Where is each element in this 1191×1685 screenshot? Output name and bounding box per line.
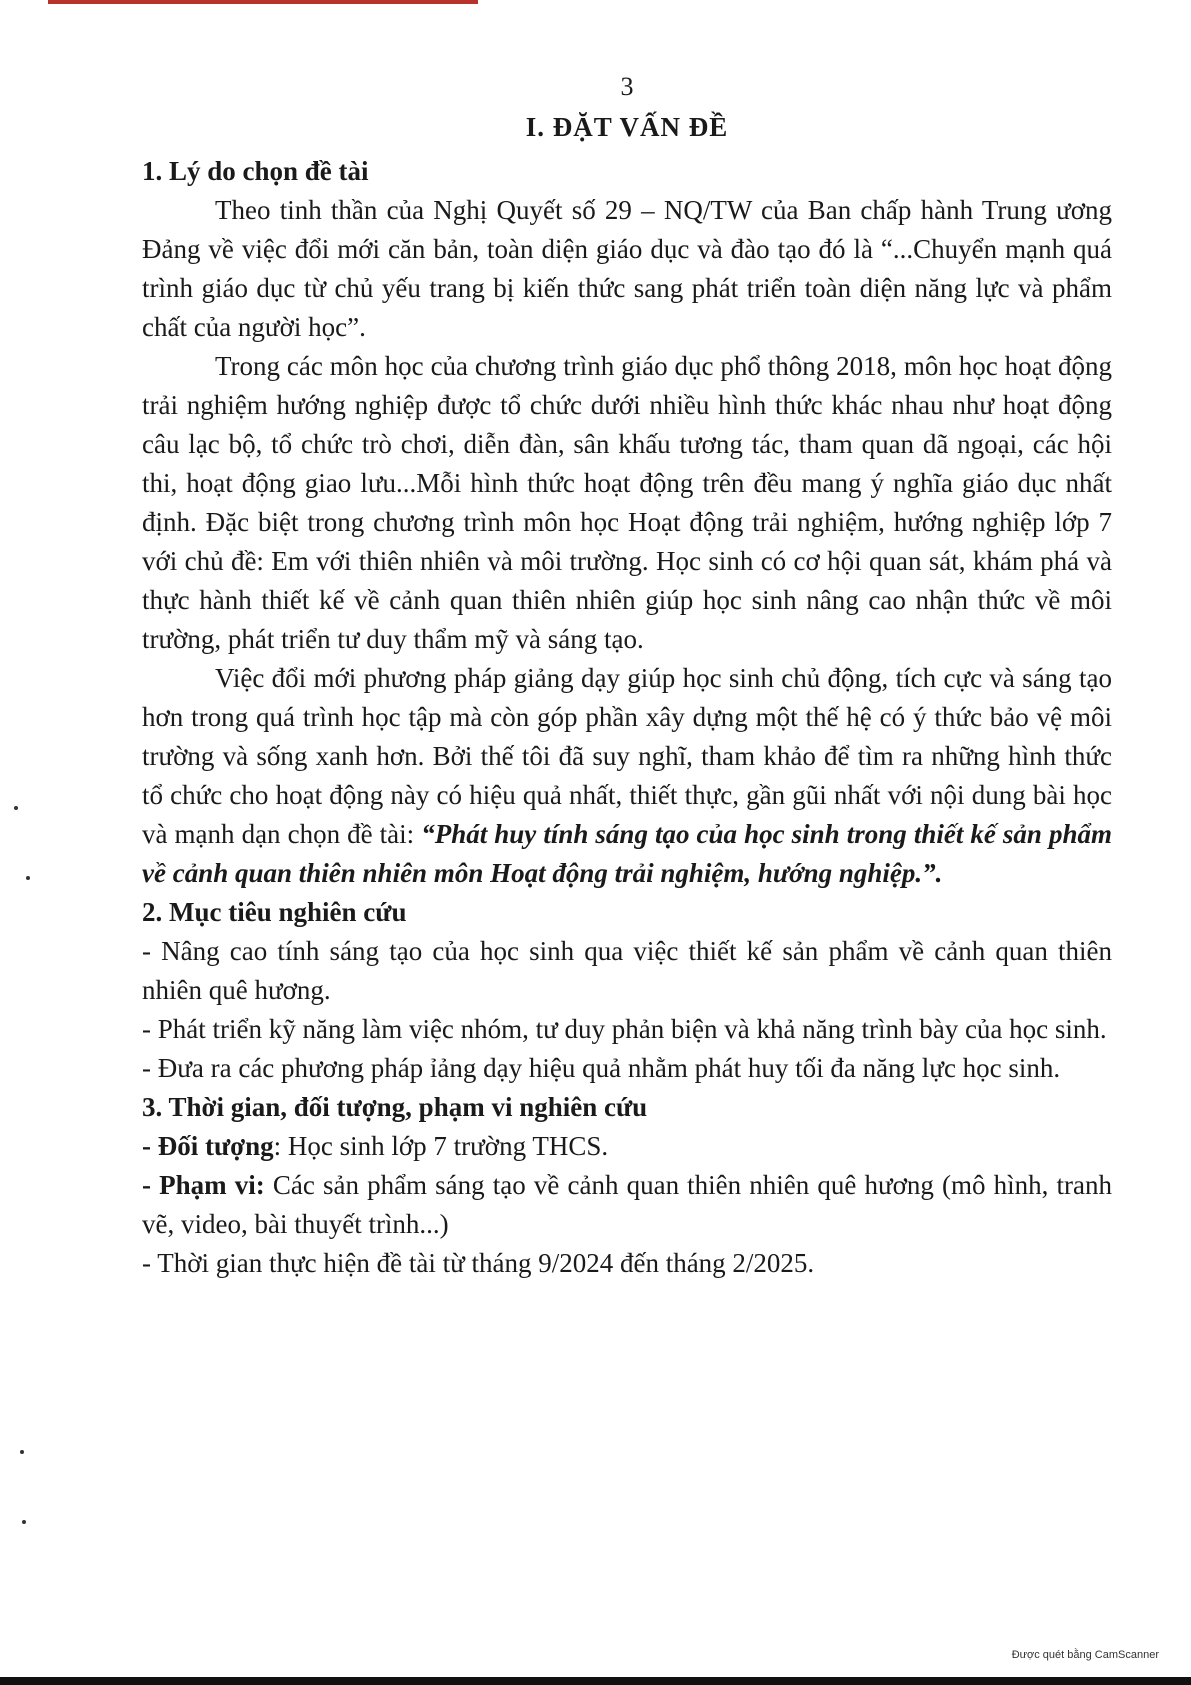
scan-speck <box>22 1520 26 1524</box>
page-number: 3 <box>620 72 634 101</box>
research-time: - Thời gian thực hiện đề tài từ tháng 9/2024 đến tháng 2/2025. <box>142 1248 815 1278</box>
research-scope <box>142 1166 1112 1244</box>
scan-speck <box>20 1450 24 1454</box>
scan-speck <box>26 876 30 880</box>
section-heading-objectives: 2. Mục tiêu nghiên cứu <box>142 897 407 927</box>
section-heading-scope: 3. Thời gian, đối tượng, phạm vi nghiên cứu <box>142 1092 648 1122</box>
research-subject <box>142 1127 1112 1166</box>
research-scope-text: Các sản phẩm sáng tạo về cảnh quan thiên nhiên quê hương (mô hình, tranh vẽ, video, bài thuyết trình...) <box>142 1170 1112 1239</box>
scan-speck <box>14 806 18 810</box>
research-subject-label: - Đối tượng <box>142 1131 274 1161</box>
scan-top-edge <box>48 0 478 4</box>
topic-choice-text: Việc đổi mới phương pháp giảng dạy giúp học sinh chủ động, tích cực và sáng tạo hơn trong quá trình học tập mà còn góp phần xây dựng một thế hệ có ý thức bảo vệ môi trường và sống xanh hơn. Bởi thế tôi đã suy nghĩ, tham khảo để tìm ra những hình thức tổ chức cho hoạt động này có hiệu quả nhất, thiết thực, gần gũi nhất với nội dung bài học và mạnh dạn chọn đề tài: <box>142 663 1112 849</box>
research-subject-text: : Học sinh lớp 7 trường THCS. <box>273 1131 609 1161</box>
camscanner-watermark: Được quét bằng CamScanner <box>1011 1649 1159 1661</box>
objective-item: - Đưa ra các phương pháp ỉảng dạy hiệu quả nhằm phát huy tối đa năng lực học sinh. <box>142 1053 1061 1083</box>
topic-title: “Phát huy tính sáng tạo của học sinh trong thiết kế sản phẩm về cảnh quan thiên nhiên môn Hoạt động trải nghiệm, hướng nghiệp.”. <box>142 819 1112 888</box>
paragraph-resolution: Theo tinh thần của Nghị Quyết số 29 – NQ/TW của Ban chấp hành Trung ương Đảng về việc đổi mới căn bản, toàn diện giáo dục và đào tạo đó là “...Chuyển mạnh quá trình giáo dục từ chủ yếu trang bị kiến thức sang phát triển toàn diện năng lực và phẩm chất của người học”. <box>142 195 1112 342</box>
research-scope-label: - Phạm vi: <box>142 1170 265 1200</box>
paragraph-curriculum: Trong các môn học của chương trình giáo dục phổ thông 2018, môn học hoạt động trải nghiệm hướng nghiệp được tổ chức dưới nhiều hình thức khác nhau như hoạt động câu lạc bộ, tổ chức trò chơi, diễn đàn, sân khấu tương tác, tham quan dã ngoại, các hội thi, hoạt động giao lưu...Mỗi hình thức hoạt động trên đều mang ý nghĩa giáo dục nhất định. Đặc biệt trong chương trình môn học Hoạt động trải nghiệm, hướng nghiệp lớp 7 với chủ đề: Em với thiên nhiên và môi trường. Học sinh có cơ hội quan sát, khám phá và thực hành thiết kế về cảnh quan thiên nhiên giúp học sinh nâng cao nhận thức về môi trường, phát triển tư duy thẩm mỹ và sáng tạo. <box>142 351 1112 654</box>
chapter-title: I. ĐẶT VẤN ĐỀ <box>525 112 729 142</box>
objective-item: - Phát triển kỹ năng làm việc nhóm, tư duy phản biện và khả năng trình bày của học sinh. <box>142 1014 1107 1044</box>
section-heading-reason: 1. Lý do chọn đề tài <box>142 156 369 186</box>
document-page <box>142 72 1112 1283</box>
scan-bottom-edge <box>0 1677 1191 1685</box>
paragraph-topic-choice <box>142 659 1112 893</box>
objective-item: - Nâng cao tính sáng tạo của học sinh qua việc thiết kế sản phẩm về cảnh quan thiên nhiên quê hương. <box>142 936 1112 1005</box>
